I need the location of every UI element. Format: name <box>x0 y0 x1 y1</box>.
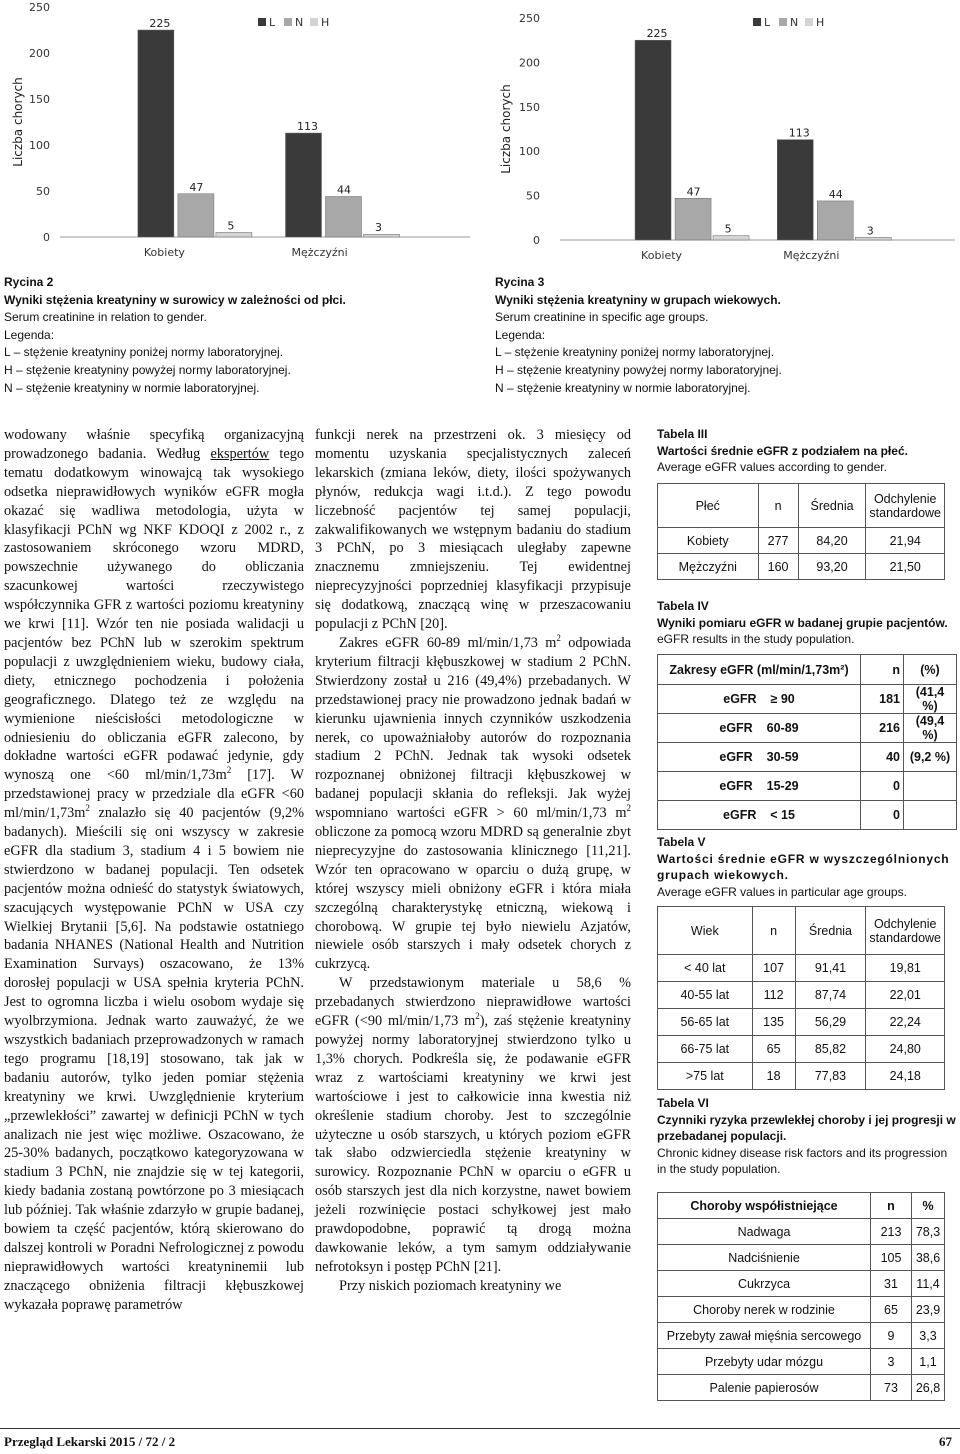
table-cell: 0 <box>861 772 904 801</box>
table-4-title: Tabela IV <box>657 599 709 613</box>
legend-label: L <box>269 16 276 29</box>
table-cell: 24,80 <box>866 1036 945 1063</box>
figure-2-legend-l: L – stężenie kreatyniny poniżej normy laboratoryjnej. <box>4 345 284 360</box>
figure-3-caption <box>495 274 935 397</box>
table-row <box>658 743 957 772</box>
table-cell: 112 <box>752 982 795 1009</box>
table-cell: 31 <box>871 1271 912 1297</box>
table-cell: (9,2 %) <box>904 743 957 772</box>
col1-paragraph <box>4 426 304 1315</box>
chart-gender <box>11 1 470 259</box>
table-cell: 105 <box>871 1245 912 1271</box>
table-3-header: Odchylenie standardowe <box>866 484 945 528</box>
y-tick-label: 100 <box>29 139 50 152</box>
table-cell: 160 <box>758 554 798 580</box>
y-tick-label: 0 <box>533 234 540 247</box>
table-6-subtitle: Czynniki ryzyka przewlekłej choroby i jej progresji w przebadanej populacji. <box>657 1112 956 1144</box>
col2-paragraph-1: funkcji nerek na przestrzeni ok. 3 miesięcy od momentu uzyskania specjalistycznych zaleceń lekarskich (zmiana leków, diety, ilości spożywanych płynów, redukcja wagi i.t.d.). Z tego powodu liczebność pacjentów tej samej populacji, zakwalifikowanych we wstępnym badaniu do stadium 3 PChN, po 3 miesiącach uległaby zapewne znacznemu zmniejszeniu. Tej ewidentnej nieprecyzyjności poprzedniej klasyfikacji przypisuje się dodatkową, znaczącą winę w przeszacowaniu populacji z PChN [20]. <box>315 427 631 633</box>
page-number: 67 <box>939 1434 952 1449</box>
table-cell: 56,29 <box>795 1009 866 1036</box>
table-cell: 181 <box>861 685 904 714</box>
data-label: 5 <box>724 222 732 236</box>
category-label: Kobiety <box>143 246 185 259</box>
table-5-header: Wiek <box>658 907 753 955</box>
table-5-english: Average eGFR values in particular age groups. <box>657 884 907 899</box>
table-6-english: Chronic kidney disease risk factors and its progression in the study population. <box>657 1145 948 1177</box>
category-label: Mężczyźni <box>291 246 348 259</box>
table-4-header: Zakresy eGFR (ml/min/1,73m²) <box>658 655 861 685</box>
table-6-caption <box>657 1095 957 1178</box>
table-cell: Cukrzyca <box>658 1271 871 1297</box>
table-5-title: Tabela V <box>657 835 706 849</box>
figure-3-title: Rycina 3 <box>495 275 545 289</box>
data-label: 225 <box>149 17 171 30</box>
table-cell <box>658 685 861 714</box>
y-tick-label: 0 <box>43 231 50 244</box>
table-cell: 40 <box>861 743 904 772</box>
data-label: 5 <box>227 219 235 233</box>
table-cell: 21,94 <box>866 528 945 554</box>
table-6-header: Choroby współistniejące <box>658 1193 871 1219</box>
legend-swatch <box>258 18 266 26</box>
table-cell: 40-55 lat <box>658 982 753 1009</box>
table-row <box>658 1036 945 1063</box>
table-3-header: n <box>758 484 798 528</box>
table-cell: 26,8 <box>912 1375 945 1401</box>
col1-text-b: tego tematu dodatkowym winowajcą tak wysokiego odsetka nieprawidłowych wyników eGFR mogła okazać się wadliwa metodologia, użyta w klasyfikacji PChN wg NKF KDOQI z 2002 r., z zastosowaniem skróconego wzoru MDRD, powszechnie używanego do obliczania szacunkowej wartości rzeczywistego współczynnika GFR z wartości poziomu kreatyniny we krwi [11]. Wzór ten nie posiada walidacji u pacjentów bez PChN lub w szerokim spektrum populacji z uwzględnieniem wieku, budowy ciała, diety, etnicznego pochodzenia i położenia geograficznego. Dlatego też ze względu na wymienione nieścisłości metodologiczne w odniesieniu do obliczania eGFR zalecono, by dokładne wartości eGFR podawać jedynie, gdy wynoszą one <60 ml/min/1,73m <box>4 445 304 784</box>
data-label: 3 <box>866 224 874 238</box>
table-cell: Przebyty zawał mięśnia sercowego <box>658 1323 871 1349</box>
col1-link-eksperci[interactable]: ekspertów <box>210 445 270 462</box>
legend-swatch <box>310 18 318 26</box>
table-cell: 0 <box>861 801 904 830</box>
data-label: 3 <box>375 221 383 235</box>
table-row <box>658 1245 945 1271</box>
table-cell: 107 <box>752 955 795 982</box>
table-cell: 78,3 <box>912 1219 945 1245</box>
footer-rule <box>0 1428 960 1429</box>
legend-swatch <box>779 18 787 26</box>
table-5-subtitle: Wartości średnie eGFR w wyszczególnionych grupach wiekowych. <box>657 851 950 883</box>
col2-sup-2: 2 <box>626 803 631 814</box>
figure-3-legend-title: Legenda: <box>495 327 546 342</box>
figure-2-legend-h: H – stężenie kreatyniny powyżej normy laboratoryjnej. <box>4 362 291 377</box>
table-cell: (41,4 %) <box>904 685 957 714</box>
table-cell: 19,81 <box>866 955 945 982</box>
data-label: 47 <box>189 180 204 194</box>
table-cell <box>658 743 861 772</box>
y-tick-label: 50 <box>526 189 540 203</box>
table-cell: 216 <box>861 714 904 743</box>
table-cell: 22,01 <box>866 982 945 1009</box>
figure-2-legend-n: N – stężenie kreatyniny w normie laboratoryjnej. <box>4 380 260 395</box>
egfr-range: 60-89 <box>766 721 799 735</box>
table-3-subtitle: Wartości średnie eGFR z podziałem na płeć. <box>657 443 908 458</box>
table-row <box>658 801 957 830</box>
table-5 <box>657 906 945 1090</box>
table-4-subtitle: Wyniki pomiaru eGFR w badanej grupie pacjentów. <box>657 615 948 630</box>
table-3-header: Średnia <box>798 484 866 528</box>
y-tick-label: 250 <box>29 1 50 14</box>
egfr-range: 30-59 <box>766 750 799 764</box>
legend-label: N <box>295 16 304 29</box>
col1-sup-1: 2 <box>226 765 232 776</box>
table-cell: 84,20 <box>798 528 866 554</box>
y-axis-label: Liczba chorych <box>499 84 513 174</box>
table-3 <box>657 483 945 580</box>
table-cell: Kobiety <box>658 528 759 554</box>
col2-p2-a: Zakres eGFR 60-89 ml/min/1,73 m <box>339 634 557 651</box>
egfr-range: 15-29 <box>766 779 799 793</box>
egfr-label: eGFR <box>719 779 753 793</box>
egfr-label: eGFR <box>723 808 757 822</box>
table-row <box>658 772 957 801</box>
table-5-caption <box>657 834 959 900</box>
table-6-header: % <box>912 1193 945 1219</box>
table-3-header: Płeć <box>658 484 759 528</box>
table-row <box>658 1375 945 1401</box>
table-cell: 91,41 <box>795 955 866 982</box>
legend-swatch <box>805 18 813 26</box>
table-cell: 56-65 lat <box>658 1009 753 1036</box>
table-4 <box>657 654 957 830</box>
table-cell: 135 <box>752 1009 795 1036</box>
bar-l <box>635 40 671 240</box>
table-cell: 3,3 <box>912 1323 945 1349</box>
table-row <box>658 1323 945 1349</box>
figure-2-caption <box>4 274 444 397</box>
legend-swatch <box>753 18 761 26</box>
bar-h <box>855 237 891 240</box>
table-row <box>658 1271 945 1297</box>
table-row <box>658 714 957 743</box>
figure-2-subtitle: Wyniki stężenia kreatyniny w surowicy w zależności od płci. <box>4 292 346 307</box>
table-row <box>658 554 945 580</box>
table-row <box>658 955 945 982</box>
table-3-english: Average eGFR values according to gender. <box>657 460 887 475</box>
table-3-header-row <box>658 484 945 528</box>
bar-n <box>178 194 214 237</box>
bar-l <box>286 133 322 237</box>
table-cell: 65 <box>752 1036 795 1063</box>
table-row <box>658 1297 945 1323</box>
table-6 <box>657 1192 945 1401</box>
table-cell: 85,82 <box>795 1036 866 1063</box>
bar-n <box>326 197 362 237</box>
table-4-header-row <box>658 655 957 685</box>
table-cell: 66-75 lat <box>658 1036 753 1063</box>
table-row <box>658 982 945 1009</box>
col2-p2-b: odpowiada kryterium filtracji kłębuszkowej w stadium 2 PChN. Stwierdzony został u 216 (49,4%) przebadanych. W przedstawionej pracy nie prowadzono jednak badań w kierunku ujawnienia innych czynników uszkodzenia nerek, co upoważniałoby autorów do rozpoznania stadium 2 PChN. Jednak tak wysoki odsetek rozpoznanej obniżonej filtracji kłębuszkowej w badanej populacji skłania do refleksji. Jak wyżej wspomniano wartości eGFR > 60 ml/min/1,73 m <box>315 634 631 822</box>
table-cell: 23,9 <box>912 1297 945 1323</box>
bar-h <box>364 234 400 237</box>
charts-area <box>0 0 960 272</box>
table-6-title: Tabela VI <box>657 1096 709 1110</box>
figure-2-legend-title: Legenda: <box>4 327 55 342</box>
table-cell: < 40 lat <box>658 955 753 982</box>
table-row <box>658 1063 945 1090</box>
body-column-1 <box>4 426 304 1315</box>
category-label: Kobiety <box>641 249 683 262</box>
data-label: 113 <box>788 126 810 140</box>
y-tick-label: 250 <box>519 12 540 25</box>
bar-l <box>138 30 174 237</box>
table-cell: 38,6 <box>912 1245 945 1271</box>
table-row <box>658 1219 945 1245</box>
table-row <box>658 1349 945 1375</box>
data-label: 113 <box>297 120 319 134</box>
table-6-header: n <box>871 1193 912 1219</box>
table-3-title: Tabela III <box>657 427 708 441</box>
table-5-header: Odchylenie standardowe <box>866 907 945 955</box>
legend-label: H <box>321 16 330 29</box>
y-axis-label: Liczba chorych <box>11 77 25 167</box>
egfr-label: eGFR <box>719 721 753 735</box>
col1-text-a: wodowany właśnie specyfiką organizacyjną prowadzonego badania. Według <box>4 427 304 462</box>
table-row <box>658 1009 945 1036</box>
table-4-header: n <box>861 655 904 685</box>
egfr-label: eGFR <box>719 750 753 764</box>
figure-2-english: Serum creatinine in relation to gender. <box>4 310 207 325</box>
table-cell <box>904 772 957 801</box>
table-4-caption <box>657 598 957 648</box>
body-column-2 <box>315 426 631 1296</box>
legend-label: L <box>764 16 771 29</box>
y-tick-label: 200 <box>519 56 540 70</box>
category-label: Mężczyźni <box>783 249 840 262</box>
figure-3-english: Serum creatinine in specific age groups. <box>495 310 709 325</box>
figure-3-subtitle: Wyniki stężenia kreatyniny w grupach wiekowych. <box>495 292 781 307</box>
y-tick-label: 50 <box>36 185 50 198</box>
y-tick-label: 200 <box>29 47 50 60</box>
table-cell: Nadciśnienie <box>658 1245 871 1271</box>
table-5-header: n <box>752 907 795 955</box>
table-5-header-row <box>658 907 945 955</box>
table-cell: 3 <box>871 1349 912 1375</box>
data-label: 44 <box>337 183 352 197</box>
table-cell: 277 <box>758 528 798 554</box>
table-cell: Palenie papierosów <box>658 1375 871 1401</box>
table-cell <box>658 714 861 743</box>
table-cell: 21,50 <box>866 554 945 580</box>
table-5-header: Średnia <box>795 907 866 955</box>
table-cell: 22,24 <box>866 1009 945 1036</box>
table-cell: Mężczyźni <box>658 554 759 580</box>
table-cell: 77,83 <box>795 1063 866 1090</box>
figure-3-legend-n: N – stężenie kreatyniny w normie laboratoryjnej. <box>495 380 751 395</box>
table-cell: >75 lat <box>658 1063 753 1090</box>
data-label: 225 <box>646 27 668 41</box>
y-tick-label: 150 <box>519 100 540 114</box>
table-cell: 65 <box>871 1297 912 1323</box>
col2-paragraph-3 <box>315 974 631 1277</box>
figure-2-title: Rycina 2 <box>4 275 54 289</box>
table-cell: 73 <box>871 1375 912 1401</box>
col2-p3-a: W przedstawionym materiale u 58,6 % przebadanych stwierdzono nieprawidłowe wartości eGFR (<90 ml/min/1,73 m <box>315 975 631 1030</box>
table-cell: 24,18 <box>866 1063 945 1090</box>
legend-swatch <box>284 18 292 26</box>
bar-h <box>216 232 252 237</box>
egfr-range: < 15 <box>770 808 795 822</box>
figure-3-legend-l: L – stężenie kreatyniny poniżej normy laboratoryjnej. <box>495 345 775 360</box>
figure-3-legend-h: H – stężenie kreatyniny powyżej normy laboratoryjnej. <box>495 362 782 377</box>
egfr-range: ≥ 90 <box>770 692 795 706</box>
bar-l <box>777 140 813 240</box>
table-row <box>658 685 957 714</box>
y-tick-label: 100 <box>519 145 540 159</box>
legend-label: N <box>790 16 799 29</box>
table-cell: Przebyty udar mózgu <box>658 1349 871 1375</box>
table-cell <box>658 772 861 801</box>
col2-p3-b: ), zaś stężenie kreatyniny powyżej normy laboratoryjnej stwierdzono tylko u 1,3% chorych. Podkreśla się, że podawanie eGFR wraz z wartościami kreatyniny we krwi jest wartościowe i jest to całkowicie inna kwestia niż określenie stadium choroby. Jest to szczególnie użyteczne u osób starszych, u których poziom eGFR tak słabo odzwierciedla stężenie kreatyniny w surowicy. Rozpoznanie PChN w oparciu o eGFR u osób starszych jest dla nich korzystne, nawet bowiem jeżeli rozwinięcie postaci schyłkowej jest mało prawdopodobne, poprawić tą drogą można dawkowanie leków, a tym samym oddziaływanie nefrotoksyn i postęp PChN [21]. <box>315 1013 631 1275</box>
table-4-header: (%) <box>904 655 957 685</box>
table-cell: Choroby nerek w rodzinie <box>658 1297 871 1323</box>
bar-n <box>675 198 711 240</box>
table-6-header-row <box>658 1193 945 1219</box>
col2-paragraph-4: Przy niskich poziomach kreatyniny we <box>339 1277 562 1294</box>
table-cell: Nadwaga <box>658 1219 871 1245</box>
col2-sup-1: 2 <box>556 633 561 644</box>
data-label: 47 <box>686 185 701 199</box>
table-row <box>658 528 945 554</box>
egfr-label: eGFR <box>723 692 757 706</box>
table-cell: 213 <box>871 1219 912 1245</box>
journal-footer: Przegląd Lekarski 2015 / 72 / 2 <box>4 1434 176 1449</box>
table-3-caption <box>657 426 957 476</box>
table-cell: 9 <box>871 1323 912 1349</box>
chart-age <box>499 12 955 262</box>
col2-p2-c: obliczone za pomocą wzoru MDRD są generalnie zbyt nieprecyzyjne do zastosowania klinicznego [11,21]. Wzór ten opracowano w oparciu o dużą grupę, w której wszyscy mieli obniżony eGFR i która miała szczególną charakterystykę etniczną, wiekową i chorobową. W grupie tej było niewielu Azjatów, niewiele osób starszych i mały odsetek chorych z cukrzycą. <box>315 824 631 973</box>
table-cell <box>904 801 957 830</box>
col1-text-c: [17]. W przedstawionej pracy w przedziale dla eGFR <60 ml/min/1,73m <box>4 767 304 822</box>
table-cell: 18 <box>752 1063 795 1090</box>
table-cell: 87,74 <box>795 982 866 1009</box>
table-cell <box>658 801 861 830</box>
table-cell: 1,1 <box>912 1349 945 1375</box>
legend-label: H <box>816 16 825 29</box>
table-4-english: eGFR results in the study population. <box>657 632 855 647</box>
table-cell: 11,4 <box>912 1271 945 1297</box>
data-label: 44 <box>828 187 843 201</box>
y-tick-label: 150 <box>29 93 50 106</box>
bar-h <box>713 236 749 240</box>
table-cell: 93,20 <box>798 554 866 580</box>
table-cell: (49,4 %) <box>904 714 957 743</box>
bar-n <box>817 201 853 240</box>
col2-sup-3: 2 <box>475 1011 480 1022</box>
col2-paragraph-2 <box>315 634 631 974</box>
col1-sup-2: 2 <box>85 803 90 814</box>
col1-text-d: znalazło się 40 pacjentów (9,2% badanych). Mieścili się oni wszyscy w zakresie eGFR dla stadium 3, stadium 4 i 5 bowiem nie stwierdzono w badanej populacji. Ten odsetek pacjentów można odnieść do statystyk światowych, szacujących występowanie PChN w USA czy Wielkiej Brytanii [5,6]. Na podstawie ostatniego badania NHANES (National Health and Nutrition Examination Survays) oszacowano, że 13% dorosłej populacji w USA spełnia kryteria PChN. Jest to ogromna liczba i wielu osobom wydaje się wyolbrzymiona. Jednak warto zauważyć, że we wszystkich badaniach przeprowadzonych w ramach tego programu [18,19] stosowano, tak jak w badaniu autorów, tylko jeden pomiar stężenia kreatyniny we krwi. Uwzględnienie kryterium „przewlekłości” zawartej w definicji PChN w tych analizach nie jest więc możliwe. Oszacowano, że 25-30% badanych, początkowo kategoryzowana w stadium 3 PChN, nie znajdzie się w tej kategorii, kiedy badania zostaną powtórzone po 3 miesiącach lub później. Tak właśnie zdarzyło w grupie badanej, bowiem ta część pacjentów, którą skierowano do dalszej kontroli w Poradni Nefrologicznej z powodu nieprawidłowych wartości kreatyninemii lub znaczącego obniżenia filtracji kłębuszkowej wykazała poprawę parametrów <box>4 805 304 1313</box>
